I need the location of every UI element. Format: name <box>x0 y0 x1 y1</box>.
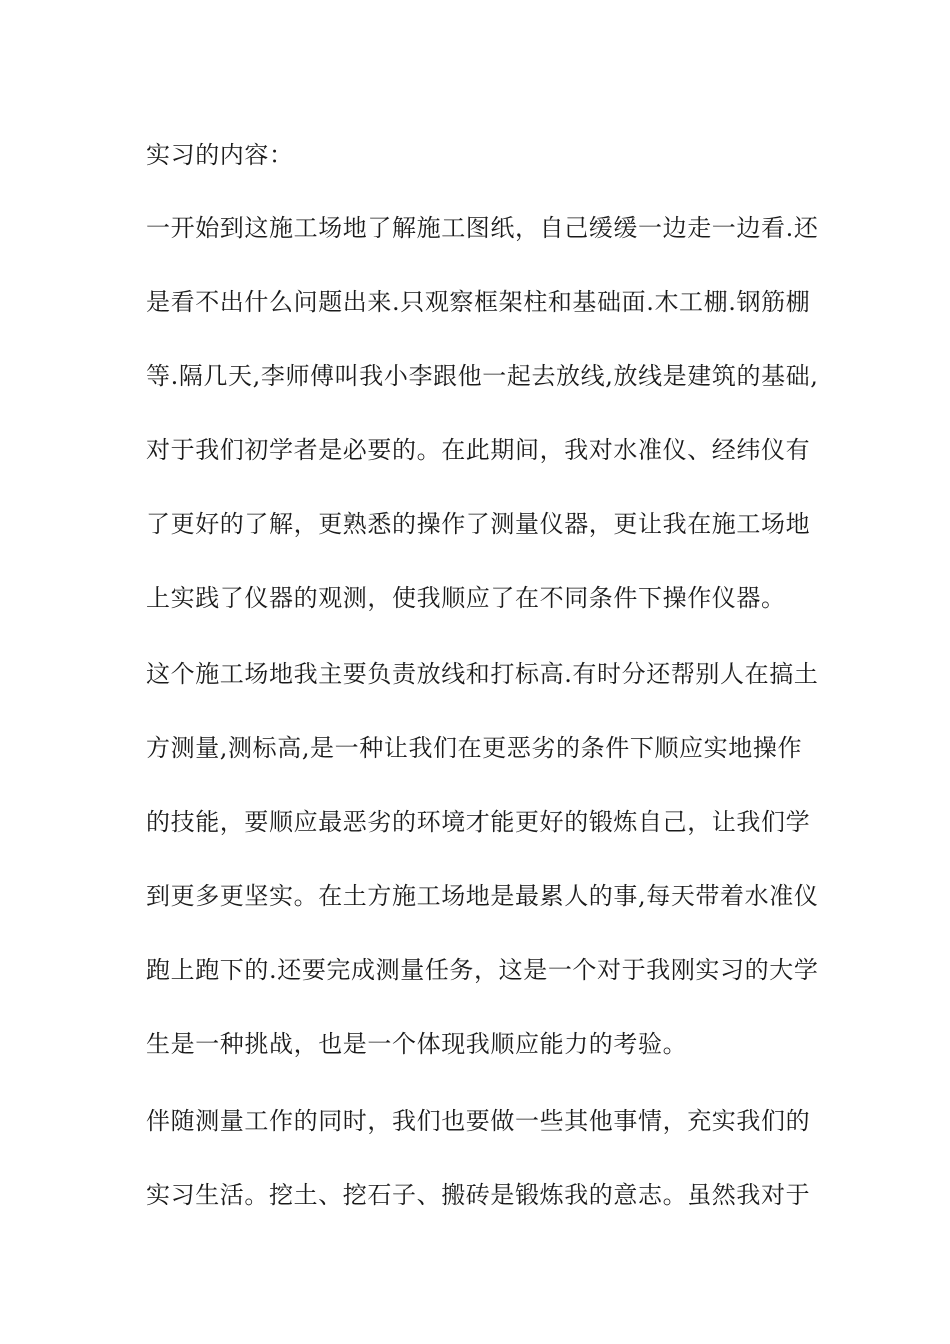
text-line-11: 到更多更坚实。在土方施工场地是最累人的事,每天带着水准仪 <box>146 882 819 910</box>
text-line-1: 实习的内容： <box>146 141 294 169</box>
text-line-2: 一开始到这施工场地了解施工图纸，自己缓缓一边走一边看.还 <box>146 214 819 242</box>
text-line-8: 这个施工场地我主要负责放线和打标高.有时分还帮别人在搞土 <box>146 660 819 688</box>
text-line-6: 了更好的了解，更熟悉的操作了测量仪器，更让我在施工场地 <box>146 510 811 538</box>
text-line-14: 伴随测量工作的同时，我们也要做一些其他事情，充实我们的 <box>146 1107 811 1135</box>
text-line-3: 是看不出什么问题出来.只观察框架柱和基础面.木工棚.钢筋棚 <box>146 288 811 316</box>
text-line-7: 上实践了仪器的观测，使我顺应了在不同条件下操作仪器。 <box>146 584 786 612</box>
text-line-15: 实习生活。挖土、挖石子、搬砖是锻炼我的意志。虽然我对于 <box>146 1181 811 1209</box>
text-line-12: 跑上跑下的.还要完成测量任务，这是一个对于我刚实习的大学 <box>146 956 819 984</box>
text-line-4: 等.隔几天,李师傅叫我小李跟他一起去放线,放线是建筑的基础, <box>146 362 819 390</box>
text-line-9: 方测量,测标高,是一种让我们在更恶劣的条件下顺应实地操作 <box>146 734 803 762</box>
text-line-5: 对于我们初学者是必要的。在此期间，我对水准仪、经纬仪有 <box>146 436 811 464</box>
text-line-13: 生是一种挑战，也是一个体现我顺应能力的考验。 <box>146 1030 688 1058</box>
text-line-10: 的技能，要顺应最恶劣的环境才能更好的锻炼自己，让我们学 <box>146 808 811 836</box>
